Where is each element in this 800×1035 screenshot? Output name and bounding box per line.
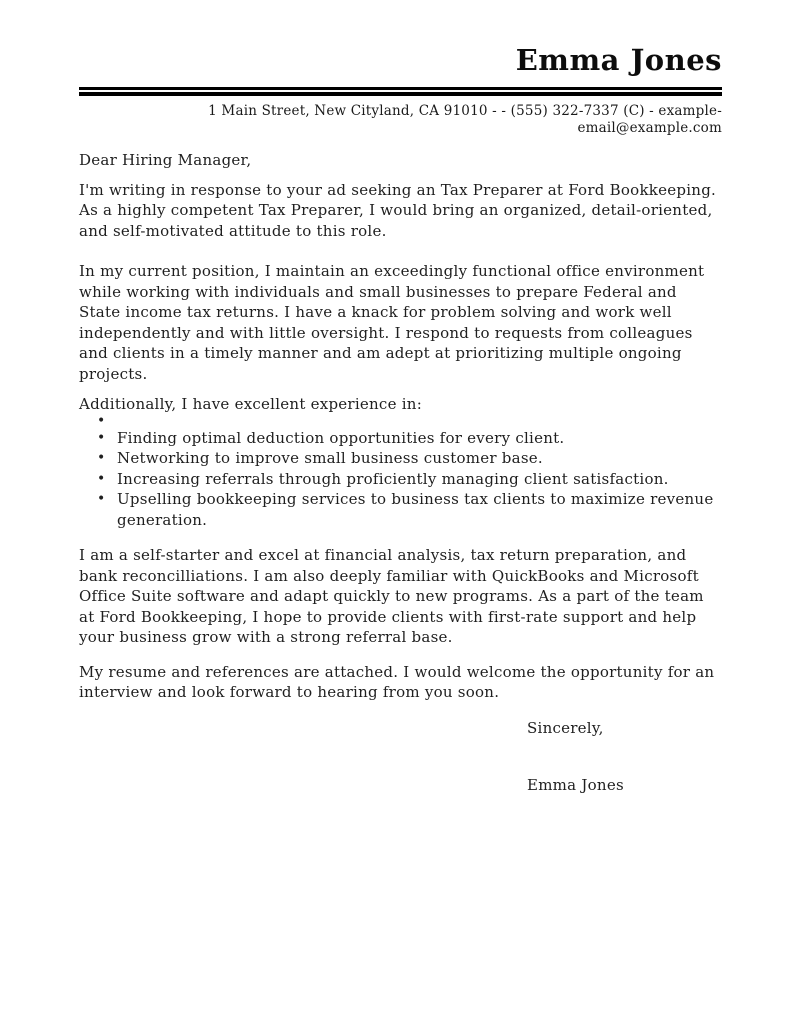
contact-line: 1 Main Street, New Cityland, CA 91010 - - (555) 322-7337 (C) - example-email@example.com (208, 103, 722, 136)
bullet-icon: • (97, 412, 106, 429)
bullet-icon: • (97, 450, 106, 466)
bullet-icon: • (97, 491, 106, 507)
closing-paragraph: My resume and references are attached. I would welcome the opportunity for an interview and look forward to hearing from you soon. (79, 662, 715, 701)
valediction: Sincerely, (527, 718, 604, 737)
bullet-item-text (117, 415, 722, 428)
bullet-item-text: Increasing referrals through proficiently managing client satisfaction. (117, 469, 669, 488)
letter-content (0, 42, 800, 796)
skills-paragraph: I am a self-starter and excel at financial analysis, tax return preparation, and bank reconcilliations. I am also deeply familiar with QuickBooks and Microsoft Office Suite software and adapt quickly to new programs. As a part of the team at Ford Bookkeeping, I hope to provide clients with first-rate support and help your business grow with a strong referral base. (79, 546, 704, 646)
letterhead-divider-rule (79, 87, 722, 96)
signature-name: Emma Jones (527, 776, 624, 794)
bullet-icon: • (97, 429, 106, 446)
intro-paragraph: I'm writing in response to your ad seeking an Tax Preparer at Ford Bookkeeping. As a highly competent Tax Preparer, I would bring an organized, detail-oriented, and self-motivated attitude to this role. (79, 180, 717, 240)
letterhead-name: Emma Jones (515, 43, 722, 77)
bullet-item-text: Finding optimal deduction opportunities for every client. (117, 428, 565, 447)
salutation: Dear Hiring Manager, (79, 151, 252, 169)
list-item (79, 448, 722, 469)
list-item (79, 489, 722, 530)
list-item (79, 469, 722, 490)
empty-bullet-item (79, 412, 722, 429)
bullet-item-text: Upselling bookkeeping services to business tax clients to maximize revenue generation. (117, 490, 714, 529)
bullet-item-text: Networking to improve small business customer base. (117, 449, 543, 467)
letter-body (79, 150, 722, 796)
list-item (79, 428, 722, 449)
experience-bullet-list (79, 412, 722, 531)
experience-intro: Additionally, I have excellent experience in: (79, 395, 422, 413)
current-role-paragraph: In my current position, I maintain an exceedingly functional office environment while working with individuals and small businesses to prepare Federal and State income tax returns. I have a knack for problem solving and work well independently and with little oversight. I respond to requests from colleagues and clients in a timely manner and am adept at prioritizing multiple ongoing projects. (79, 262, 705, 383)
bullet-icon: • (97, 470, 106, 487)
